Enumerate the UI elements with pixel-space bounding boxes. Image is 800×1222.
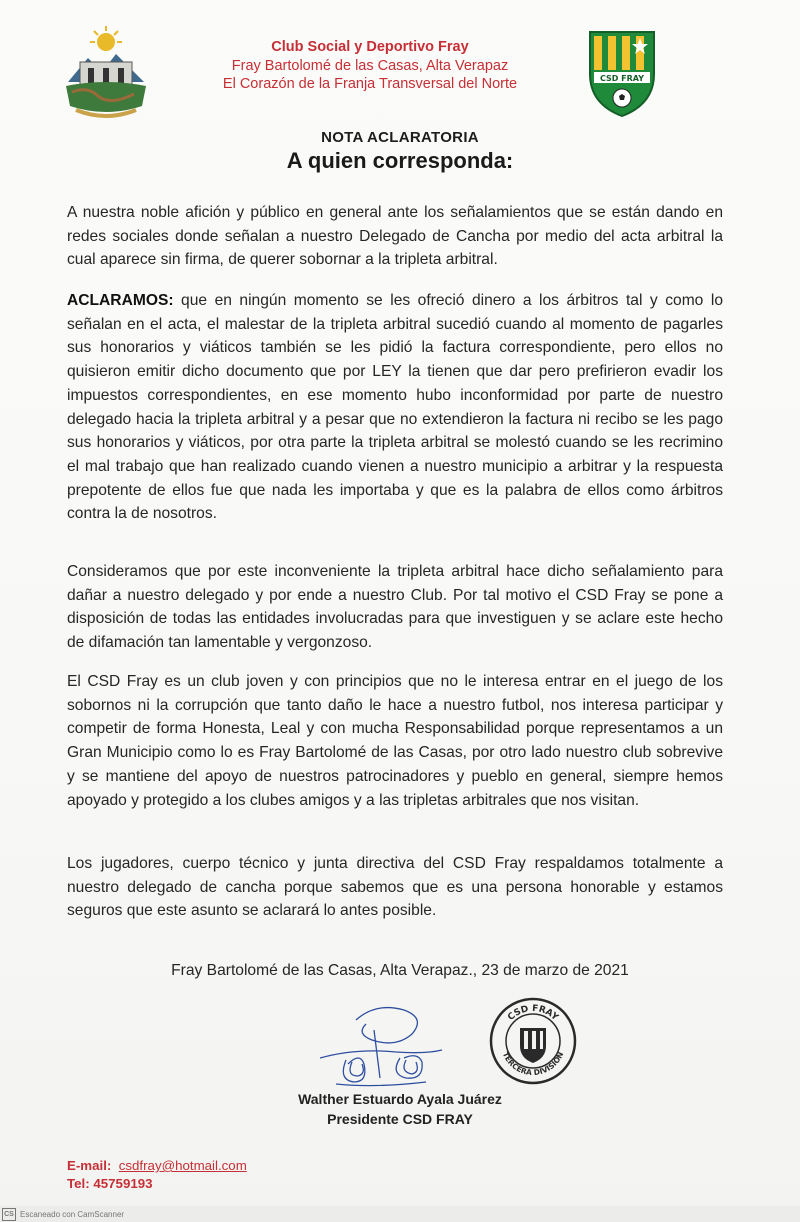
club-seal-stamp: [488, 996, 578, 1086]
tel-label: Tel:: [67, 1176, 90, 1191]
email-link[interactable]: csdfray@hotmail.com: [118, 1158, 247, 1173]
municipal-crest-logo: [58, 22, 154, 122]
scanner-watermark: [2, 1206, 124, 1222]
seal-shield-icon: [520, 1028, 546, 1063]
note-title: NOTA ACLARATORIA: [321, 129, 479, 146]
place-and-date: Fray Bartolomé de las Casas, Alta Verapaz., 23 de marzo de 2021: [171, 962, 629, 979]
scanner-text: Escaneado con CamScanner: [20, 1209, 125, 1219]
email-label: E-mail:: [67, 1158, 112, 1173]
paragraph-consider: Consideramos que por este inconveniente la tripleta arbitral hace dicho señalamiento para dañar a nuestro delegado y por ende a nuestro Club. Por tal motivo el CSD Fray se pone a disposición de todas las entidades involucradas para que investiguen y se aclare este hecho de difamación tan lamentable y vergonzoso.: [67, 563, 723, 652]
paragraph-principles: El CSD Fray es un club joven y con principios que no le interesa entrar en el juego de los sobornos ni la corrupción que tanto daño le hace a nuestro futbol, nos interesa participar y competir de forma Honesta, Leal y con mucha Responsabilidad porque representamos a un Gran Municipio como lo es Fray Bartolomé de las Casas, por otro lado nuestro club sobrevive y se mantiene del apoyo de nuestros patrocinadores y pueblo en general, siempre hemos apoyado y protegido a los clubes amigos y a las tripletas arbitrales que nos visitan.: [67, 673, 723, 809]
sun-icon: [90, 26, 122, 51]
paragraph-clarification: [67, 289, 723, 526]
clarification-lead: ACLARAMOS:: [67, 292, 174, 309]
club-location: Fray Bartolomé de las Casas, Alta Verapaz: [231, 57, 509, 74]
tel-number: 45759193: [93, 1176, 153, 1191]
paragraph-intro: A nuestra noble afición y público en general ante los señalamientos que se están dando en redes sociales donde señalan a nuestro Delegado de Cancha por medio del acta arbitral la cual aparece sin firma, de querer sobornar a la tripleta arbitral.: [67, 204, 723, 269]
signer-title: Presidente CSD FRAY: [327, 1111, 473, 1127]
seal-bottom-text: TERCERA DIVISION: [500, 1050, 566, 1078]
club-slogan: El Corazón de la Franja Transversal del Norte: [222, 76, 518, 92]
shield-text: CSD FRAY: [599, 74, 645, 83]
salutation-heading: A quien corresponda:: [286, 148, 514, 173]
signer-block: [0, 1089, 800, 1129]
club-name: Club Social y Deportivo Fray: [271, 39, 469, 55]
clarification-body: que en ningún momento se les ofreció dinero a los árbitros tal y como lo señalan en el acta, el malestar de la tripleta arbitral sucedió cuando al momento de pagarles sus honorarios y viáticos también se les pidió la factura correspondiente, pero ellos no quisieron emitir dicho documento que por LEY la tienen que dar pero prefirieron evadir los impuestos correspondientes, en ese momento hubo inconformidad por parte de nuestro delegado hacia la tripleta arbitral y a pesar que no extendieron la factura ni recibo se les pago sus honorarios y viáticos, por otra parte la tripleta arbitral se molestó cuando se les recrimino el mal trabajo que han realizado cuando vienen a nuestro municipio a arbitrar y la respuesta prepotente de ellos fue que nada les importaba y que es la palabra de ellos como árbitros contra la de nosotros.: [67, 292, 723, 523]
soccer-ball-icon: [613, 89, 631, 107]
camscanner-icon: CS: [2, 1208, 16, 1221]
contact-info: [67, 1157, 247, 1193]
seal-top-text: CSD FRAY: [506, 1003, 560, 1023]
club-header: [160, 38, 580, 94]
handwritten-signature: [316, 1000, 446, 1090]
csd-fray-shield-logo: [586, 26, 658, 118]
signer-name: Walther Estuardo Ayala Juárez: [298, 1091, 502, 1107]
paragraph-support: Los jugadores, cuerpo técnico y junta directiva del CSD Fray respaldamos totalmente a nuestro delegado de cancha porque sabemos que es una persona honorable y estamos seguros que este asunto se aclarará lo antes posible.: [67, 855, 723, 920]
